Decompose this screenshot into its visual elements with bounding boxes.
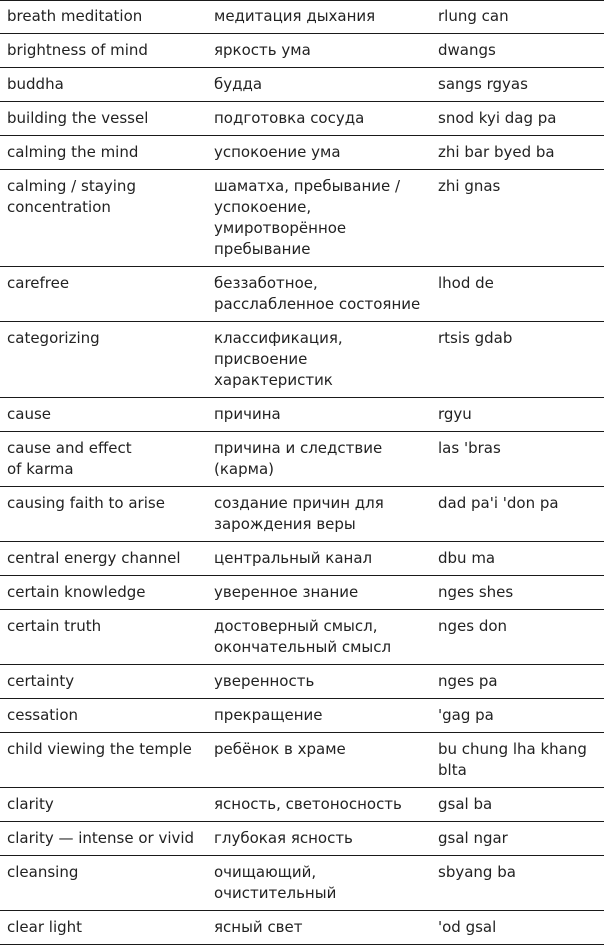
term-russian-line: успокоение, [214, 198, 312, 216]
term-russian-line: окончательный смысл [214, 638, 392, 656]
term-tibetan: zhi gnas [430, 170, 604, 267]
term-russian-line: беззаботное, [214, 274, 318, 292]
term-russian: подготовка сосуда [207, 102, 430, 136]
term-russian: уверенное знание [207, 576, 430, 610]
term-english [0, 432, 207, 487]
table-row [0, 665, 604, 699]
term-russian-line: пребывание [214, 240, 311, 258]
term-english: breath meditation [0, 1, 207, 34]
table-row [0, 699, 604, 733]
table-row [0, 822, 604, 856]
term-russian: будда [207, 68, 430, 102]
term-russian: прекращение [207, 699, 430, 733]
term-russian: центральный канал [207, 542, 430, 576]
term-russian [207, 267, 430, 322]
term-russian-line: присвоение [214, 350, 308, 368]
term-russian-line: расслабленное состояние [214, 295, 421, 313]
term-english: clarity — intense or vivid [0, 822, 207, 856]
table-row [0, 267, 604, 322]
term-english-line: of karma [7, 460, 74, 478]
term-tibetan: lhod de [430, 267, 604, 322]
term-english: categorizing [0, 322, 207, 398]
term-russian [207, 487, 430, 542]
term-russian [207, 856, 430, 911]
term-russian-line: создание причин для [214, 494, 384, 512]
term-russian [207, 170, 430, 267]
term-russian-line: характеристик [214, 371, 333, 389]
term-russian: ясность, светоносность [207, 788, 430, 822]
term-russian: медитация дыхания [207, 1, 430, 34]
term-english: certain knowledge [0, 576, 207, 610]
term-english: brightness of mind [0, 34, 207, 68]
term-tibetan-line: blta [438, 761, 467, 779]
term-english: building the vessel [0, 102, 207, 136]
glossary-body [0, 1, 604, 945]
term-russian: яркость ума [207, 34, 430, 68]
table-row [0, 398, 604, 432]
table-row [0, 432, 604, 487]
term-english: calming the mind [0, 136, 207, 170]
term-tibetan: sbyang ba [430, 856, 604, 911]
term-tibetan: rgyu [430, 398, 604, 432]
term-tibetan: rlung can [430, 1, 604, 34]
term-russian: успокоение ума [207, 136, 430, 170]
term-english: causing faith to arise [0, 487, 207, 542]
term-tibetan: nges shes [430, 576, 604, 610]
term-russian-line: очищающий, [214, 863, 317, 881]
term-english: clear light [0, 911, 207, 945]
term-tibetan: nges pa [430, 665, 604, 699]
table-row [0, 542, 604, 576]
term-english-line: cause and effect [7, 439, 132, 457]
table-row [0, 911, 604, 945]
term-russian: ребёнок в храме [207, 733, 430, 788]
term-russian-line: (карма) [214, 460, 274, 478]
term-tibetan: nges don [430, 610, 604, 665]
term-russian-line: умиротворённое [214, 219, 347, 237]
table-row [0, 170, 604, 267]
term-russian [207, 322, 430, 398]
term-english: certainty [0, 665, 207, 699]
term-russian: ясный свет [207, 911, 430, 945]
term-english: carefree [0, 267, 207, 322]
term-english: clarity [0, 788, 207, 822]
term-tibetan: rtsis gdab [430, 322, 604, 398]
term-english: central energy channel [0, 542, 207, 576]
term-russian: причина [207, 398, 430, 432]
table-row [0, 856, 604, 911]
term-russian-line: достоверный смысл, [214, 617, 378, 635]
term-russian-line: шаматха, пребывание / [214, 177, 401, 195]
table-row [0, 34, 604, 68]
table-row [0, 68, 604, 102]
term-russian: уверенность [207, 665, 430, 699]
table-row [0, 136, 604, 170]
term-tibetan: snod kyi dag pa [430, 102, 604, 136]
table-row [0, 487, 604, 542]
term-tibetan: sangs rgyas [430, 68, 604, 102]
term-russian: глубокая ясность [207, 822, 430, 856]
term-english-line: concentration [7, 198, 111, 216]
term-english [0, 170, 207, 267]
term-russian-line: очистительный [214, 884, 337, 902]
term-tibetan [430, 733, 604, 788]
term-english-line: calming / staying [7, 177, 136, 195]
term-tibetan: gsal ba [430, 788, 604, 822]
term-english: certain truth [0, 610, 207, 665]
table-row [0, 322, 604, 398]
term-russian-line: причина и следствие [214, 439, 383, 457]
term-tibetan: dad pa'i 'don pa [430, 487, 604, 542]
term-russian-line: классификация, [214, 329, 343, 347]
term-russian [207, 610, 430, 665]
term-russian-line: зарождения веры [214, 515, 356, 533]
term-tibetan-line: bu chung lha khang [438, 740, 587, 758]
term-tibetan: las 'bras [430, 432, 604, 487]
term-tibetan: dbu ma [430, 542, 604, 576]
term-english: cessation [0, 699, 207, 733]
term-english: cleansing [0, 856, 207, 911]
term-russian [207, 432, 430, 487]
term-english: cause [0, 398, 207, 432]
term-tibetan: gsal ngar [430, 822, 604, 856]
table-row [0, 788, 604, 822]
term-english: child viewing the temple [0, 733, 207, 788]
table-row [0, 1, 604, 34]
term-tibetan: dwangs [430, 34, 604, 68]
term-tibetan: zhi bar byed ba [430, 136, 604, 170]
term-tibetan: 'od gsal [430, 911, 604, 945]
term-tibetan: 'gag pa [430, 699, 604, 733]
table-row [0, 610, 604, 665]
table-row [0, 733, 604, 788]
table-row [0, 102, 604, 136]
term-english: buddha [0, 68, 207, 102]
table-row [0, 576, 604, 610]
